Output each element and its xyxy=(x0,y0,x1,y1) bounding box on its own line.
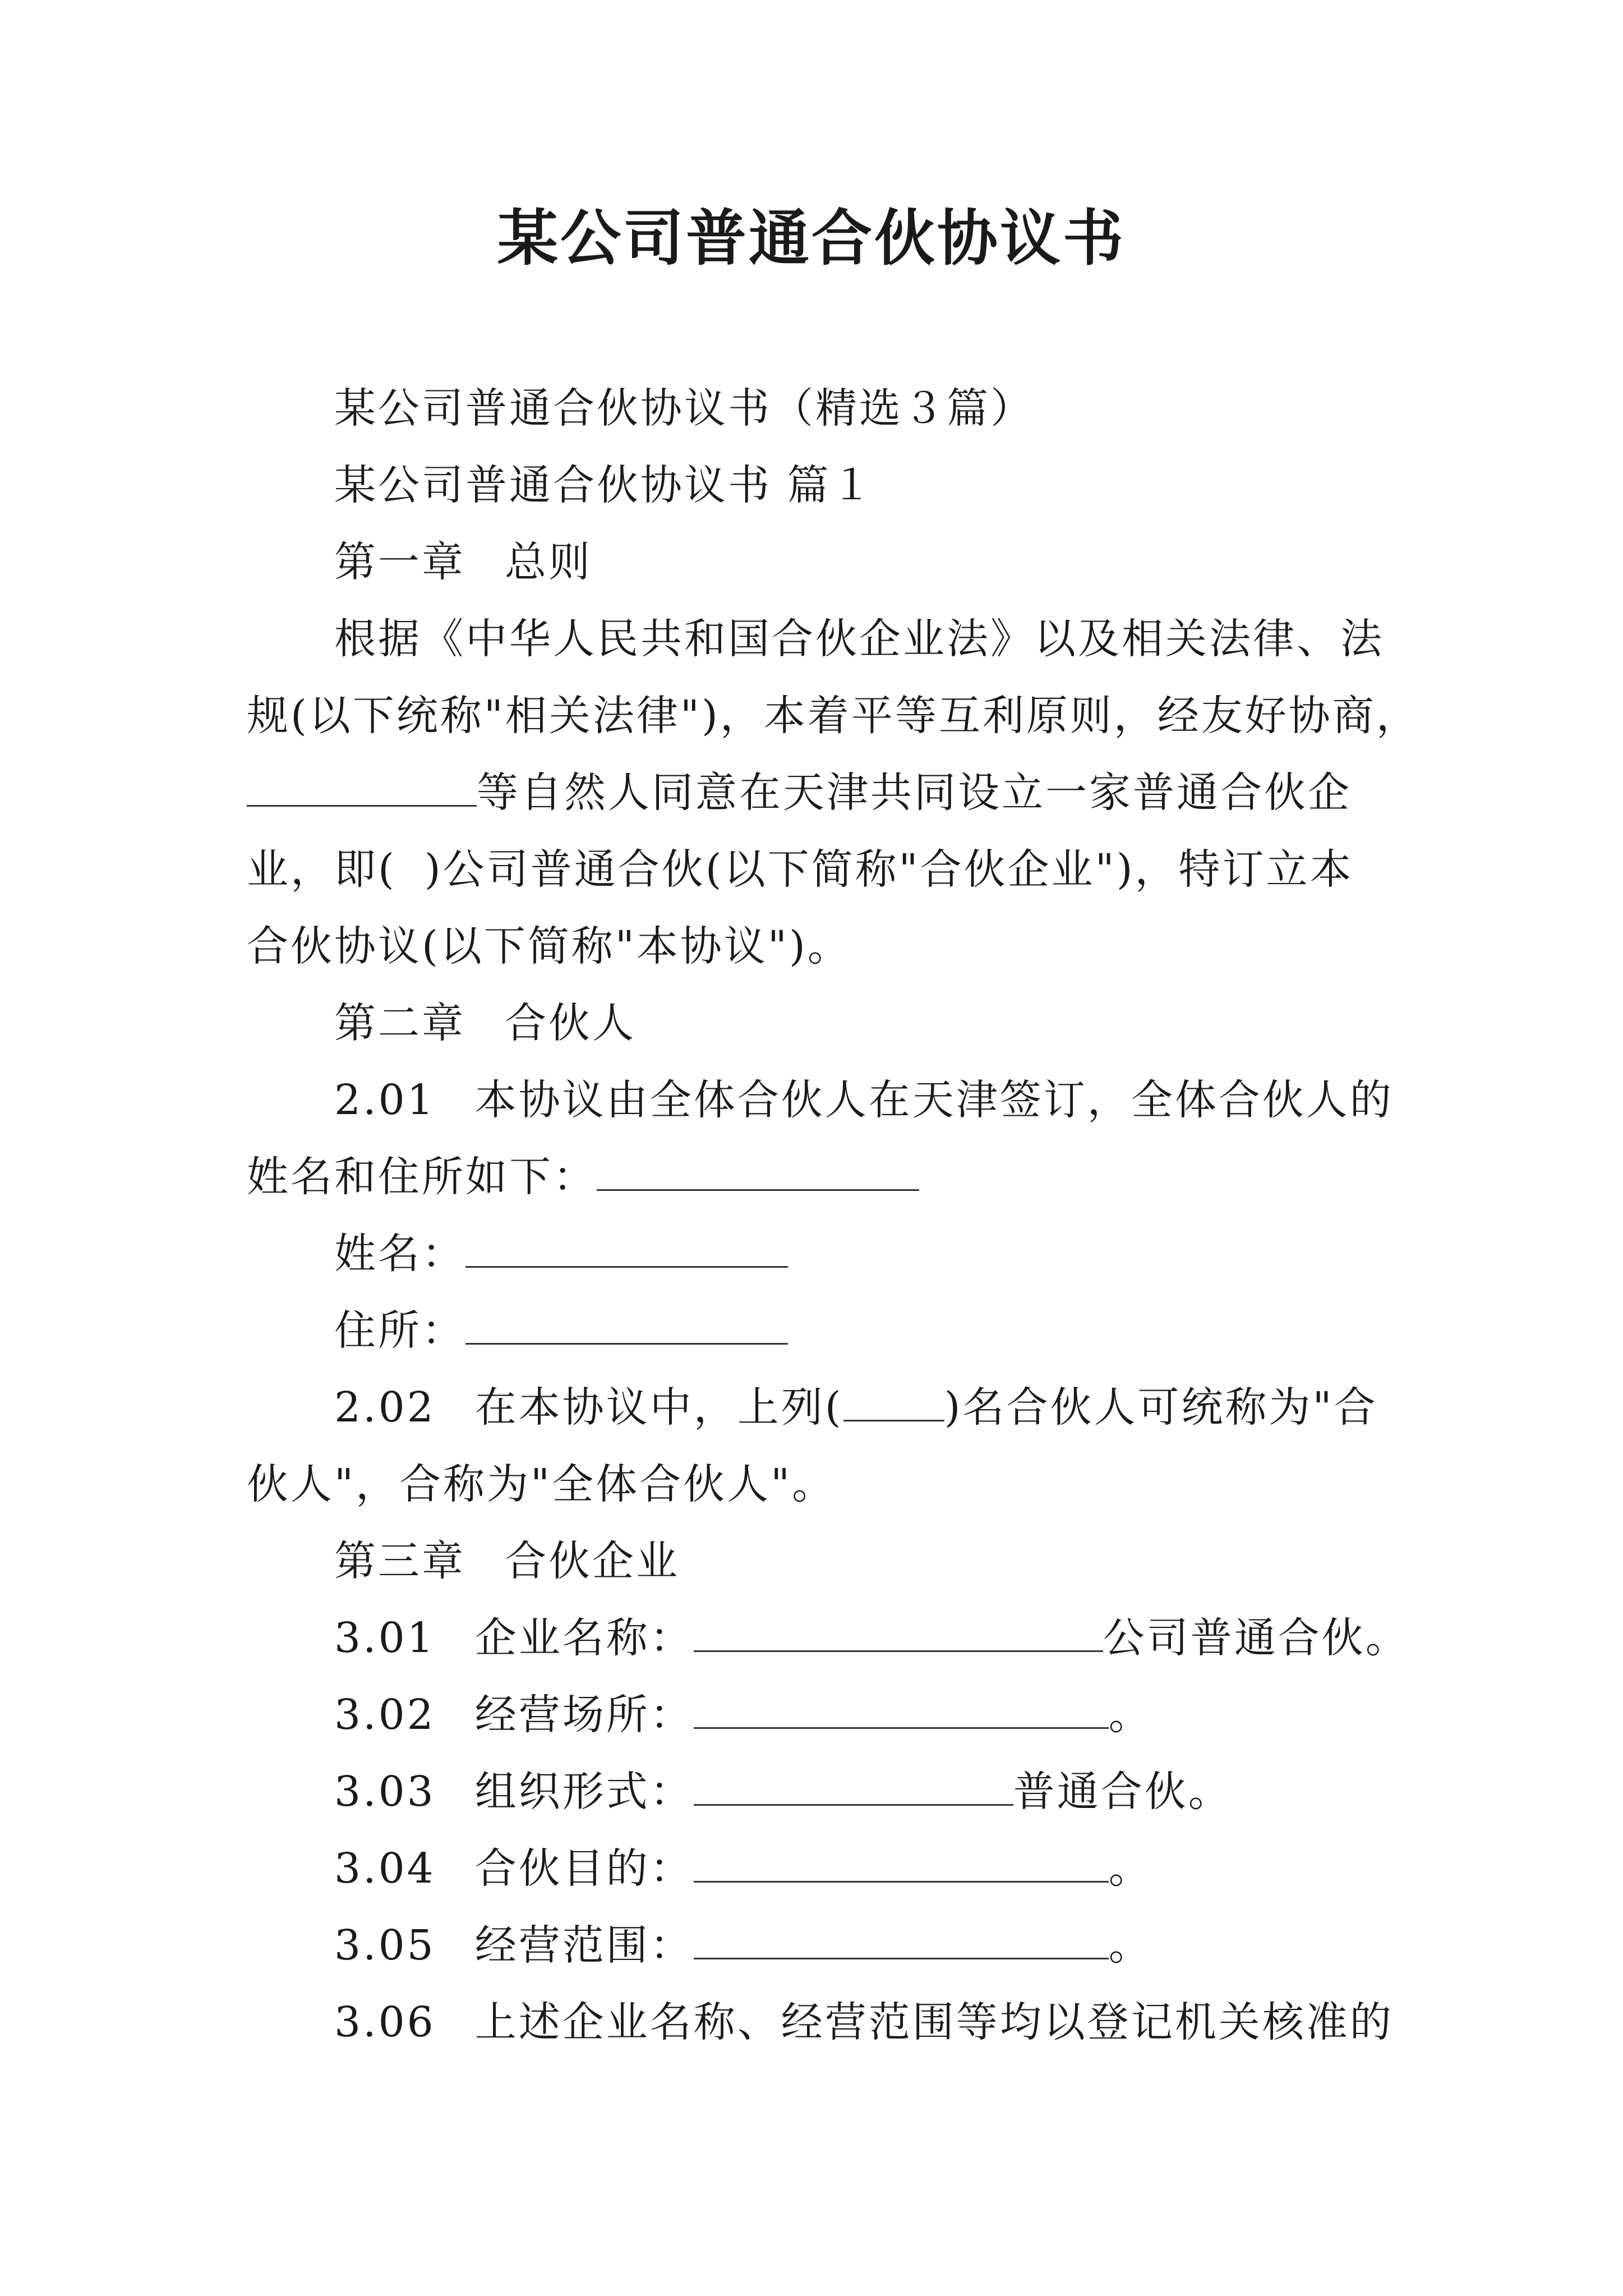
partnership-purpose-blank xyxy=(694,1847,1109,1883)
section-2-01-line-2 xyxy=(247,1139,1380,1216)
name-line xyxy=(247,1216,1380,1292)
section-2-01-line-1 xyxy=(247,1062,1394,1139)
chapter-2-heading xyxy=(247,985,1380,1062)
section-2-02-line-2: 伙人"，合称为"全体合伙人"。 xyxy=(247,1460,836,1508)
chapter-3-label: 第三章 xyxy=(334,1537,465,1585)
address-label: 住所： xyxy=(334,1306,465,1355)
section-2-01-text-2: 姓名和住所如下： xyxy=(247,1153,597,1201)
business-place-blank xyxy=(694,1694,1109,1729)
section-3-04-number: 3.04 xyxy=(334,1844,436,1893)
section-3-03 xyxy=(247,1754,1380,1830)
section-3-01-label: 企业名称： xyxy=(474,1614,694,1662)
section-3-04-label: 合伙目的： xyxy=(474,1844,694,1893)
name-label: 姓名： xyxy=(334,1230,465,1278)
section-3-05-label: 经营范围： xyxy=(474,1921,694,1970)
address-blank xyxy=(465,1309,788,1345)
section-3-01-suffix: 公司普通合伙。 xyxy=(1103,1614,1409,1662)
preamble-line-4-after: )公司普通合伙(以下简称"合伙企业")，特订立本 xyxy=(424,845,1354,894)
section-3-04-suffix: 。 xyxy=(1108,1844,1152,1893)
partner-count-blank xyxy=(843,1386,944,1421)
section-2-02-line-1 xyxy=(247,1369,1380,1446)
preamble-line-4-before: 业，即( xyxy=(247,845,396,894)
enterprise-name-blank xyxy=(694,1617,1103,1652)
section-3-01 xyxy=(247,1600,1409,1677)
section-3-03-suffix: 普通合伙。 xyxy=(1013,1768,1232,1816)
section-3-02-suffix: 。 xyxy=(1108,1691,1152,1739)
section-2-01-text: 本协议由全体合伙人在天津签订，全体合伙人的 xyxy=(474,1076,1394,1124)
section-3-03-number: 3.03 xyxy=(334,1768,436,1816)
part-heading: 某公司普通合伙协议书 篇１ xyxy=(334,461,875,509)
section-3-02-label: 经营场所： xyxy=(474,1691,694,1739)
section-3-06 xyxy=(247,1984,1394,2061)
preamble-line-2: 规(以下统称"相关法律")，本着平等互利原则，经友好协商， xyxy=(247,692,1420,740)
section-2-01-number: 2.01 xyxy=(334,1076,436,1124)
section-3-02 xyxy=(247,1677,1380,1754)
chapter-3-name: 合伙企业 xyxy=(505,1537,680,1585)
document-title: 某公司普通合伙协议书 xyxy=(497,203,1126,274)
chapter-2-label: 第二章 xyxy=(334,999,465,1047)
document-body xyxy=(247,370,1420,2061)
section-3-01-number: 3.01 xyxy=(334,1614,436,1662)
preamble-line-4 xyxy=(247,831,1380,908)
preamble-line-1: 根据《中华人民共和国合伙企业法》以及相关法律、法 xyxy=(334,615,1384,663)
partners-blank xyxy=(247,771,477,807)
preamble-line-3 xyxy=(247,754,1380,831)
section-2-02-after: )名合伙人可统称为"合 xyxy=(944,1383,1378,1432)
section-2-02-before: 在本协议中，上列( xyxy=(474,1383,843,1432)
section-2-02-number: 2.02 xyxy=(334,1383,436,1432)
chapter-3-heading xyxy=(247,1523,1380,1600)
section-3-05-suffix: 。 xyxy=(1108,1921,1152,1970)
section-3-04 xyxy=(247,1830,1380,1907)
section-3-06-number: 3.06 xyxy=(334,1998,436,2046)
address-line xyxy=(247,1292,1380,1369)
chapter-2-name: 合伙人 xyxy=(505,999,636,1047)
company-name-paren-blank xyxy=(396,850,425,884)
section-3-05 xyxy=(247,1907,1380,1984)
subtitle: 某公司普通合伙协议书（精选３篇） xyxy=(334,384,1034,432)
section-3-03-label: 组织形式： xyxy=(474,1768,694,1816)
chapter-1-label: 第一章 xyxy=(334,538,465,586)
org-form-blank xyxy=(694,1770,1013,1806)
preamble-line-5: 合伙协议(以下简称"本协议")。 xyxy=(247,922,851,970)
section-3-02-number: 3.02 xyxy=(334,1691,436,1739)
business-scope-blank xyxy=(694,1924,1109,1959)
section-3-05-number: 3.05 xyxy=(334,1921,436,1970)
section-3-06-text: 上述企业名称、经营范围等均以登记机关核准的 xyxy=(474,1998,1394,2046)
chapter-1-name: 总则 xyxy=(505,538,592,586)
partners-list-blank xyxy=(597,1156,919,1191)
preamble-line-3-text: 等自然人同意在天津共同设立一家普通合伙企 xyxy=(477,769,1352,817)
name-blank xyxy=(465,1232,788,1268)
chapter-1-heading xyxy=(247,524,1380,601)
